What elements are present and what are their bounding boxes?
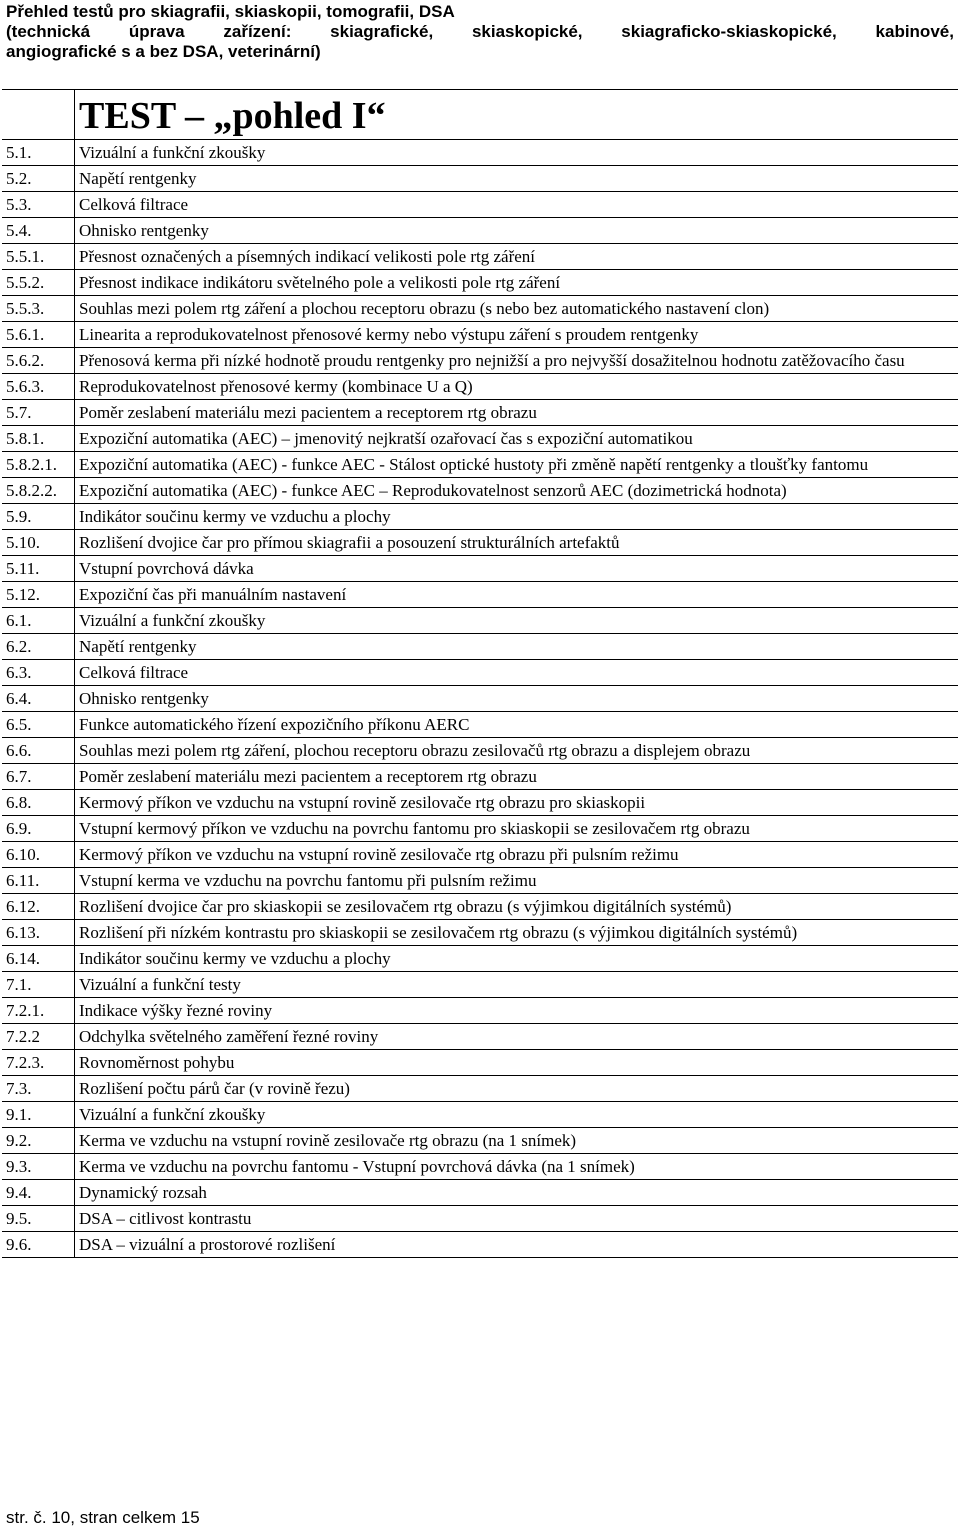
test-description: Poměr zeslabení materiálu mezi pacientem a receptorem rtg obrazu [75,764,959,790]
table-row [2,478,958,504]
table-row [2,868,958,894]
test-description: Kermový příkon ve vzduchu na vstupní rovině zesilovače rtg obrazu pro skiaskopii [75,790,959,816]
test-description: Vizuální a funkční zkoušky [75,140,959,166]
table-row [2,400,958,426]
header-word: zařízení: [223,22,292,41]
table-row [2,452,958,478]
test-description: Vizuální a funkční zkoušky [75,608,959,634]
test-number: 7.3. [2,1076,75,1102]
table-row [2,816,958,842]
test-description: Linearita a reprodukovatelnost přenosové kermy nebo výstupu záření s proudem rentgenky [75,322,959,348]
table-row [2,582,958,608]
test-description: Vstupní kerma ve vzduchu na povrchu fantomu při pulsním režimu [75,868,959,894]
test-description: Přesnost označených a písemných indikací velikosti pole rtg záření [75,244,959,270]
table-row [2,1102,958,1128]
table-row [2,712,958,738]
table-row [2,374,958,400]
test-description: Indikace výšky řezné roviny [75,998,959,1024]
test-description: Přesnost indikace indikátoru světelného pole a velikosti pole rtg záření [75,270,959,296]
test-number: 5.11. [2,556,75,582]
table-row [2,1180,958,1206]
test-description: Napětí rentgenky [75,166,959,192]
test-number: 5.2. [2,166,75,192]
table-row [2,296,958,322]
test-description: Indikátor součinu kermy ve vzduchu a plochy [75,946,959,972]
table-row [2,1154,958,1180]
test-description: Ohnisko rentgenky [75,218,959,244]
table-row [2,244,958,270]
test-description: Dynamický rozsah [75,1180,959,1206]
test-number: 6.7. [2,764,75,790]
header-word: skiaskopické, [471,22,583,41]
test-description: Reprodukovatelnost přenosové kermy (kombinace U a Q) [75,374,959,400]
test-number: 9.4. [2,1180,75,1206]
table-row [2,426,958,452]
test-description: Přenosová kerma při nízké hodnotě proudu rentgenky pro nejnižší a pro nejvyšší dosažitelnou hodnotu zatěžovacího času [75,348,959,374]
title-num-cell [2,90,75,140]
table-row [2,660,958,686]
table-row [2,348,958,374]
test-number: 5.4. [2,218,75,244]
test-number: 5.8.1. [2,426,75,452]
test-description: Rozlišení počtu párů čar (v rovině řezu) [75,1076,959,1102]
table-title: TEST – „pohled I“ [79,95,386,137]
table-row [2,1076,958,1102]
header-word: úprava [128,22,185,41]
test-number: 7.2.3. [2,1050,75,1076]
header-word: kabinové, [875,22,954,41]
test-number: 5.5.3. [2,296,75,322]
test-description: Celková filtrace [75,660,959,686]
table-row [2,218,958,244]
table-row [2,504,958,530]
test-description: Vstupní kermový příkon ve vzduchu na povrchu fantomu pro skiaskopii se zesilovačem rtg obrazu [75,816,959,842]
test-number: 6.1. [2,608,75,634]
test-number: 6.12. [2,894,75,920]
test-number: 5.6.2. [2,348,75,374]
title-cell [75,90,959,140]
test-description: Kerma ve vzduchu na povrchu fantomu - Vstupní povrchová dávka (na 1 snímek) [75,1154,959,1180]
table-row [2,634,958,660]
table-row [2,270,958,296]
test-number: 6.8. [2,790,75,816]
test-description: Celková filtrace [75,192,959,218]
test-number: 6.2. [2,634,75,660]
test-description: Indikátor součinu kermy ve vzduchu a plochy [75,504,959,530]
test-description: Souhlas mezi polem rtg záření a plochou receptoru obrazu (s nebo bez automatického nastavení clon) [75,296,959,322]
table-row [2,322,958,348]
test-number: 5.7. [2,400,75,426]
table-row [2,166,958,192]
test-description: Expoziční automatika (AEC) – jmenovitý nejkratší ozařovací čas s expoziční automatikou [75,426,959,452]
header-word: (technická [6,22,91,41]
table-row [2,1206,958,1232]
document-header [6,2,954,62]
test-number: 5.12. [2,582,75,608]
table-row [2,842,958,868]
header-line-2 [6,22,954,42]
test-description: Kermový příkon ve vzduchu na vstupní rovině zesilovače rtg obrazu při pulsním režimu [75,842,959,868]
test-number: 9.1. [2,1102,75,1128]
test-description: Expoziční automatika (AEC) - funkce AEC – Reprodukovatelnost senzorů AEC (dozimetrická hodnota) [75,478,959,504]
table-row [2,972,958,998]
test-description: DSA – citlivost kontrastu [75,1206,959,1232]
test-number: 5.8.2.2. [2,478,75,504]
page-footer: str. č. 10, stran celkem 15 [6,1508,200,1527]
header-word: skiagrafické, [330,22,434,41]
table-row [2,920,958,946]
table-row [2,140,958,166]
test-number: 5.5.1. [2,244,75,270]
test-description: Rovnoměrnost pohybu [75,1050,959,1076]
table-row [2,1128,958,1154]
test-description: Ohnisko rentgenky [75,686,959,712]
test-description: Rozlišení dvojice čar pro skiaskopii se zesilovačem rtg obrazu (s výjimkou digitálních systémů) [75,894,959,920]
table-row [2,1232,958,1258]
table-row [2,1024,958,1050]
table-row [2,738,958,764]
test-description: Vizuální a funkční zkoušky [75,1102,959,1128]
test-number: 5.6.3. [2,374,75,400]
test-number: 5.6.1. [2,322,75,348]
test-description: Poměr zeslabení materiálu mezi pacientem a receptorem rtg obrazu [75,400,959,426]
test-table [2,89,958,1258]
test-number: 6.4. [2,686,75,712]
test-number: 9.5. [2,1206,75,1232]
test-description: Vstupní povrchová dávka [75,556,959,582]
test-number: 6.5. [2,712,75,738]
table-row [2,894,958,920]
test-description: Funkce automatického řízení expozičního příkonu AERC [75,712,959,738]
test-number: 7.2.1. [2,998,75,1024]
test-description: Souhlas mezi polem rtg záření, plochou receptoru obrazu zesilovačů rtg obrazu a displejem obrazu [75,738,959,764]
test-description: Napětí rentgenky [75,634,959,660]
header-word: skiagraficko-skiaskopické, [621,22,837,41]
test-number: 9.6. [2,1232,75,1258]
test-description: DSA – vizuální a prostorové rozlišení [75,1232,959,1258]
test-number: 7.2.2 [2,1024,75,1050]
test-number: 5.10. [2,530,75,556]
table-row [2,790,958,816]
test-number: 7.1. [2,972,75,998]
test-number: 6.13. [2,920,75,946]
header-line-3: angiografické s a bez DSA, veterinární) [6,42,321,61]
test-description: Vizuální a funkční testy [75,972,959,998]
test-number: 5.5.2. [2,270,75,296]
table-row [2,530,958,556]
test-number: 5.3. [2,192,75,218]
header-line-1: Přehled testů pro skiagrafii, skiaskopii, tomografii, DSA [6,2,455,21]
test-number: 6.3. [2,660,75,686]
table-row [2,556,958,582]
table-row [2,1050,958,1076]
test-description: Odchylka světelného zaměření řezné roviny [75,1024,959,1050]
table-row [2,608,958,634]
table-row [2,946,958,972]
test-number: 6.9. [2,816,75,842]
table-title-row [2,90,958,140]
test-description: Rozlišení při nízkém kontrastu pro skiaskopii se zesilovačem rtg obrazu (s výjimkou digitálních systémů) [75,920,959,946]
test-number: 5.9. [2,504,75,530]
test-description: Expoziční čas při manuálním nastavení [75,582,959,608]
test-description: Kerma ve vzduchu na vstupní rovině zesilovače rtg obrazu (na 1 snímek) [75,1128,959,1154]
table-row [2,686,958,712]
test-number: 5.1. [2,140,75,166]
test-number: 9.2. [2,1128,75,1154]
table-row [2,192,958,218]
table-row [2,998,958,1024]
test-number: 6.14. [2,946,75,972]
test-description: Rozlišení dvojice čar pro přímou skiagrafii a posouzení strukturálních artefaktů [75,530,959,556]
table-row [2,764,958,790]
test-number: 9.3. [2,1154,75,1180]
test-number: 6.10. [2,842,75,868]
test-description: Expoziční automatika (AEC) - funkce AEC - Stálost optické hustoty při změně napětí rentgenky a tloušťky fantomu [75,452,959,478]
test-number: 6.6. [2,738,75,764]
test-number: 6.11. [2,868,75,894]
test-number: 5.8.2.1. [2,452,75,478]
